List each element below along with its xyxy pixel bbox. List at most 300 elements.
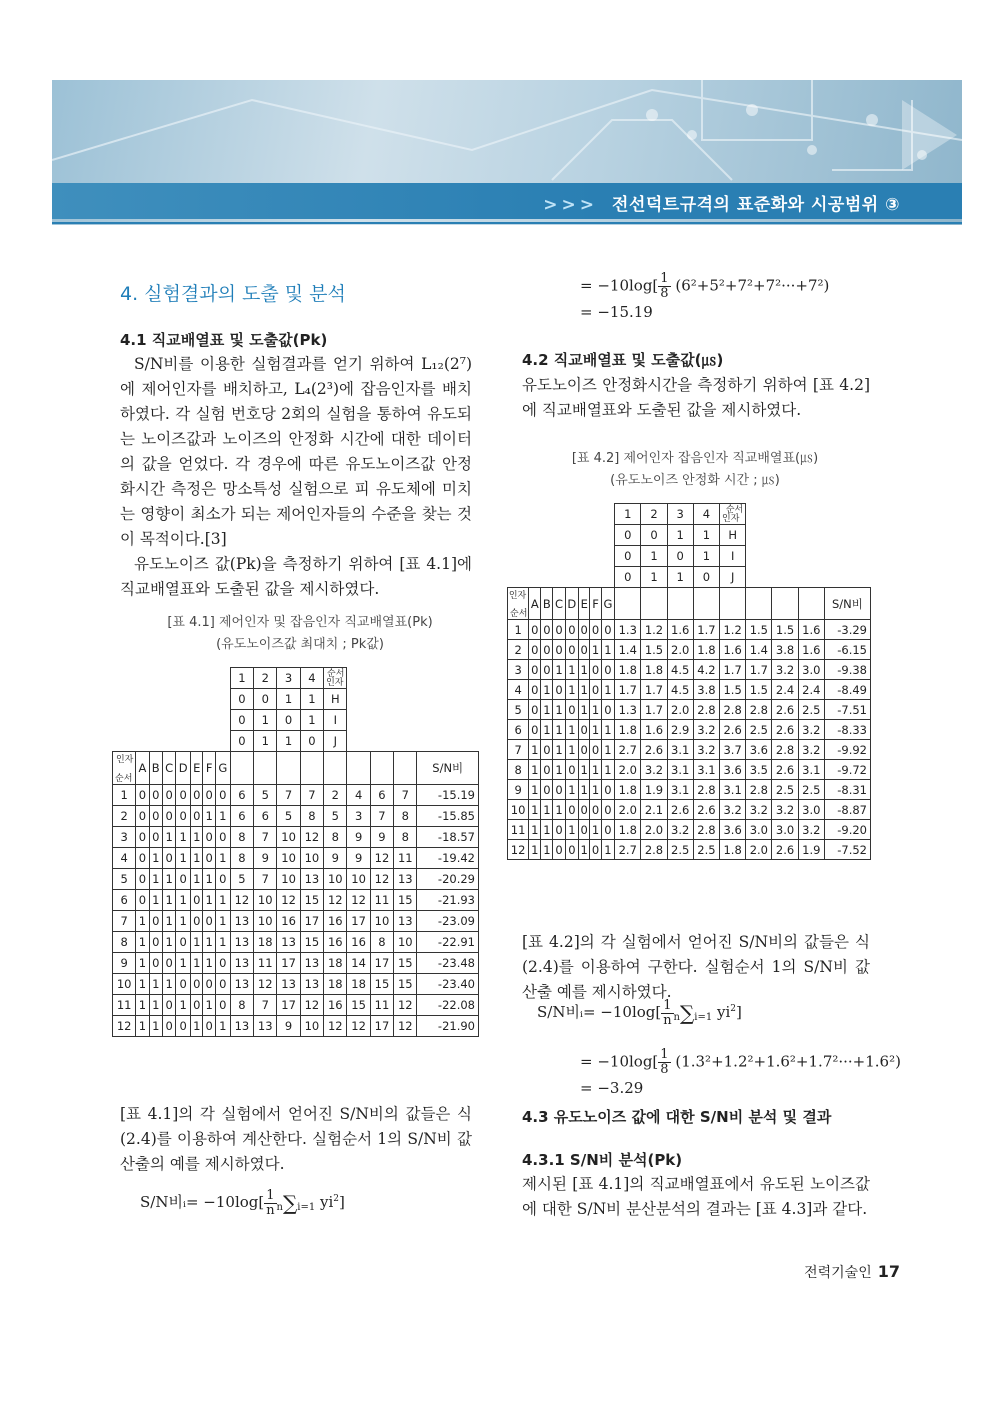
factor-col-header: F bbox=[590, 588, 601, 620]
table-cell: 2.0 bbox=[667, 640, 693, 660]
table-cell: 0 bbox=[176, 869, 191, 890]
table-cell: 1.7 bbox=[615, 680, 641, 700]
header-arrows: >>> bbox=[543, 195, 599, 215]
table-cell: 0 bbox=[215, 974, 230, 995]
table-cell: 1.9 bbox=[798, 840, 824, 860]
table-cell: 3.8 bbox=[693, 680, 719, 700]
blank-header-cell bbox=[720, 588, 746, 620]
sn-value: -8.33 bbox=[824, 720, 870, 740]
table-cell: 12 bbox=[347, 1016, 370, 1037]
table-cell: 1 bbox=[590, 640, 601, 660]
table-cell: 16 bbox=[324, 995, 347, 1016]
table-cell: 2.1 bbox=[641, 800, 667, 820]
table-cell: 3.2 bbox=[667, 820, 693, 840]
table-cell: 0 bbox=[553, 820, 565, 840]
table-cell: 2.5 bbox=[772, 780, 798, 800]
table-cell: 0 bbox=[191, 995, 203, 1016]
table-cell: 0 bbox=[176, 806, 191, 827]
corner-right-label: 인자 bbox=[326, 678, 344, 688]
equation-sn-table2: S/N비ᵢ= −10log[ $\frac{1}{n}$ n∑i=1 $yi^2$] bbox=[537, 997, 742, 1028]
factor-corner-cell bbox=[508, 588, 529, 620]
table-cell: 1 bbox=[215, 848, 230, 869]
table-cell: 3.0 bbox=[798, 800, 824, 820]
factor-col-header: E bbox=[579, 588, 590, 620]
table-cell: 1 bbox=[176, 890, 191, 911]
blank-header-cell bbox=[277, 752, 300, 785]
noise-corner-cell bbox=[720, 504, 746, 525]
table-cell: 1 bbox=[215, 932, 230, 953]
table-cell: 0 bbox=[590, 840, 601, 860]
noise-level-cell: 0 bbox=[641, 525, 667, 546]
table-cell: 1 bbox=[176, 995, 191, 1016]
table-cell: 1 bbox=[541, 820, 553, 840]
run-number: 3 bbox=[508, 660, 529, 680]
table-cell: 13 bbox=[230, 932, 253, 953]
table-cell: 12 bbox=[394, 1016, 417, 1037]
table-cell: 18 bbox=[254, 932, 277, 953]
table-cell: 1 bbox=[565, 660, 578, 680]
table-cell: 6 bbox=[230, 785, 253, 806]
table-cell: 1 bbox=[203, 995, 215, 1016]
table-cell: 0 bbox=[541, 660, 553, 680]
table-row bbox=[508, 760, 871, 780]
table-cell: 1 bbox=[149, 848, 162, 869]
table-row bbox=[508, 660, 871, 680]
table-cell: 0 bbox=[579, 640, 590, 660]
table-cell: 0 bbox=[149, 953, 162, 974]
sn-value: -7.52 bbox=[824, 840, 870, 860]
noise-level-cell: 1 bbox=[693, 525, 719, 546]
eq1-lhs: S/N비ᵢ= −10log[ bbox=[140, 1193, 265, 1211]
table-cell: 0 bbox=[176, 974, 191, 995]
table-cell: 1.7 bbox=[720, 660, 746, 680]
table-cell: 0 bbox=[162, 848, 175, 869]
table-cell: 3.1 bbox=[720, 780, 746, 800]
table-cell: 8 bbox=[230, 848, 253, 869]
table-cell: 1 bbox=[565, 740, 578, 760]
table-cell: 1 bbox=[553, 700, 565, 720]
table-cell: 5 bbox=[254, 785, 277, 806]
table-cell: 1 bbox=[136, 953, 149, 974]
run-number: 5 bbox=[113, 869, 136, 890]
table-cell: 0 bbox=[162, 806, 175, 827]
table-cell: 12 bbox=[370, 869, 393, 890]
table-row bbox=[113, 869, 479, 890]
table-cell: 0 bbox=[149, 806, 162, 827]
table2-subcaption: (유도노이즈 안정화 시간 ; ㎲) bbox=[610, 473, 780, 488]
table-cell: 17 bbox=[370, 1016, 393, 1037]
page-number: 17 bbox=[877, 1262, 900, 1281]
table-cell: 3.6 bbox=[746, 740, 772, 760]
run-number: 11 bbox=[113, 995, 136, 1016]
noise-level-cell: 0 bbox=[230, 731, 253, 752]
table-cell: 11 bbox=[254, 953, 277, 974]
factor-col-header: A bbox=[136, 752, 149, 785]
table-cell: 9 bbox=[324, 848, 347, 869]
table-cell: 8 bbox=[230, 995, 253, 1016]
table-cell: 1 bbox=[215, 806, 230, 827]
empty-cell bbox=[113, 668, 231, 689]
noise-level-cell: 0 bbox=[230, 689, 253, 710]
eq2-result: = −3.29 bbox=[580, 1079, 644, 1097]
table-cell: 1.2 bbox=[641, 620, 667, 640]
blank-header-cell bbox=[667, 588, 693, 620]
table-cell: 13 bbox=[230, 953, 253, 974]
table-cell: 7 bbox=[254, 827, 277, 848]
table-cell: 0 bbox=[176, 785, 191, 806]
table-cell: 1.3 bbox=[615, 700, 641, 720]
table-cell: 1 bbox=[136, 911, 149, 932]
table-row bbox=[508, 620, 871, 640]
table-cell: 0 bbox=[529, 680, 541, 700]
table-cell: 17 bbox=[277, 995, 300, 1016]
table-cell: 7 bbox=[394, 785, 417, 806]
table-cell: 0 bbox=[565, 760, 578, 780]
table-cell: 7 bbox=[254, 995, 277, 1016]
table-cell: 3.5 bbox=[746, 760, 772, 780]
table-cell: 0 bbox=[136, 806, 149, 827]
paragraph-4-2-after: [표 4.2]의 각 실험에서 얻어진 S/N비의 값들은 식 (2.4)를 이용하여 구한다. 실험순서 1의 S/N비 값 산출 예를 제시하였다. bbox=[522, 933, 870, 1001]
table-cell: 2.8 bbox=[693, 820, 719, 840]
table-cell: 1 bbox=[601, 740, 614, 760]
table-cell: 0 bbox=[601, 620, 614, 640]
table-cell: 1.8 bbox=[615, 720, 641, 740]
table-cell: 1 bbox=[176, 848, 191, 869]
paragraph-4-1-b: 유도노이즈 값(Pk)을 측정하기 위하여 [표 4.1]에 직교배열표와 도출된 값을 제시하였다. bbox=[120, 555, 472, 598]
table-cell: 3.7 bbox=[720, 740, 746, 760]
eq1-fraction: $\frac{1}{n}$ bbox=[266, 1187, 275, 1218]
table-cell: 1 bbox=[529, 820, 541, 840]
table-cell: 0 bbox=[529, 640, 541, 660]
run-number: 2 bbox=[508, 640, 529, 660]
table-cell: 1 bbox=[191, 1016, 203, 1037]
eq1-result: = −15.19 bbox=[580, 303, 653, 321]
run-number: 12 bbox=[508, 840, 529, 860]
table-cell: 0 bbox=[601, 800, 614, 820]
table-cell: 0 bbox=[136, 848, 149, 869]
table-cell: 2.6 bbox=[772, 840, 798, 860]
table-cell: 3.1 bbox=[667, 740, 693, 760]
corner-top-label: 순서 bbox=[510, 609, 528, 619]
table-cell: 1 bbox=[579, 660, 590, 680]
table-cell: 2.8 bbox=[746, 700, 772, 720]
table-cell: 0 bbox=[162, 1016, 175, 1037]
table-cell: 1 bbox=[191, 848, 203, 869]
sn-value: -19.42 bbox=[417, 848, 479, 869]
table-cell: 0 bbox=[553, 840, 565, 860]
empty-cell bbox=[508, 504, 615, 525]
table-cell: 18 bbox=[324, 974, 347, 995]
table1-caption: [표 4.1] 제어인자 및 잡음인자 직교배열표(Pk) bbox=[167, 615, 433, 630]
table-cell: 1 bbox=[203, 953, 215, 974]
blank-header-cell bbox=[254, 752, 277, 785]
table-cell: 2.6 bbox=[772, 720, 798, 740]
table-cell: 7 bbox=[370, 806, 393, 827]
table-row bbox=[113, 806, 479, 827]
table-cell: 9 bbox=[347, 827, 370, 848]
table-cell: 10 bbox=[254, 890, 277, 911]
run-number: 7 bbox=[508, 740, 529, 760]
table-cell: 0 bbox=[590, 740, 601, 760]
table-cell: 1.7 bbox=[641, 680, 667, 700]
section-title: 4. 실험결과의 도출 및 분석 bbox=[120, 283, 346, 305]
sn-value: -7.51 bbox=[824, 700, 870, 720]
table-cell: 1 bbox=[162, 869, 175, 890]
table-cell: 3.8 bbox=[772, 640, 798, 660]
table-cell: 4.5 bbox=[667, 660, 693, 680]
factor-col-header: D bbox=[565, 588, 578, 620]
sn-value: -18.57 bbox=[417, 827, 479, 848]
table-cell: 0 bbox=[553, 620, 565, 640]
table-row bbox=[508, 780, 871, 800]
table-cell: 15 bbox=[347, 995, 370, 1016]
table-cell: 1 bbox=[541, 680, 553, 700]
table-cell: 1.6 bbox=[667, 620, 693, 640]
empty-cell bbox=[508, 567, 615, 588]
factor-col-header: G bbox=[601, 588, 614, 620]
table-row bbox=[508, 820, 871, 840]
table-cell: 7 bbox=[300, 785, 323, 806]
table-cell: 0 bbox=[191, 974, 203, 995]
corner-top-label: 순서 bbox=[115, 774, 133, 784]
table-cell: 3.2 bbox=[746, 800, 772, 820]
table-cell: 1 bbox=[529, 780, 541, 800]
table-cell: 1 bbox=[541, 800, 553, 820]
table-cell: 1 bbox=[601, 640, 614, 660]
factor-col-header: B bbox=[149, 752, 162, 785]
corner-top-label: 순서 bbox=[725, 505, 744, 515]
table-cell: 13 bbox=[230, 974, 253, 995]
table-cell: 1 bbox=[601, 720, 614, 740]
table1-subcaption: (유도노이즈값 최대치 ; Pk값) bbox=[216, 637, 384, 652]
table-cell: 1 bbox=[203, 932, 215, 953]
factor-col-header: C bbox=[162, 752, 175, 785]
table-cell: 1.8 bbox=[641, 660, 667, 680]
table-cell: 4.2 bbox=[693, 660, 719, 680]
table-cell: 12 bbox=[277, 890, 300, 911]
table-cell: 1 bbox=[553, 740, 565, 760]
table-cell: 1 bbox=[601, 840, 614, 860]
table-cell: 1.3 bbox=[615, 620, 641, 640]
table-cell: 2.5 bbox=[798, 780, 824, 800]
table-cell: 0 bbox=[529, 720, 541, 740]
table-cell: 0 bbox=[541, 740, 553, 760]
table-row bbox=[113, 785, 479, 806]
table-cell: 1 bbox=[176, 953, 191, 974]
table-cell: 0 bbox=[136, 785, 149, 806]
subsection-4-3-title: 4.3 유도노이즈 값에 대한 S/N비 분석 및 결과 bbox=[522, 1108, 832, 1126]
table-cell: 1 bbox=[541, 840, 553, 860]
table-cell: 1.6 bbox=[798, 620, 824, 640]
factor-col-header: A bbox=[529, 588, 541, 620]
table-cell: 1 bbox=[162, 911, 175, 932]
table-cell: 17 bbox=[347, 911, 370, 932]
table-cell: 2.7 bbox=[615, 740, 641, 760]
blank-header-cell bbox=[300, 752, 323, 785]
table-cell: 2.0 bbox=[746, 840, 772, 860]
table-cell: 1 bbox=[136, 932, 149, 953]
table-cell: 0 bbox=[149, 911, 162, 932]
table-cell: 2.5 bbox=[667, 840, 693, 860]
noise-level-label: J bbox=[720, 567, 746, 588]
table-cell: 0 bbox=[203, 848, 215, 869]
table-cell: 1 bbox=[191, 932, 203, 953]
table-cell: 14 bbox=[347, 953, 370, 974]
sn-value: -23.40 bbox=[417, 974, 479, 995]
table-cell: 1.2 bbox=[720, 620, 746, 640]
run-number: 10 bbox=[113, 974, 136, 995]
table-cell: 3.0 bbox=[772, 820, 798, 840]
subsection-4-2-title: 4.2 직교배열표 및 도출값(㎲) bbox=[522, 351, 724, 369]
table-cell: 0 bbox=[215, 827, 230, 848]
table-cell: 6 bbox=[230, 806, 253, 827]
table-cell: 1 bbox=[553, 800, 565, 820]
table-cell: 12 bbox=[254, 974, 277, 995]
table2-caption: [표 4.2] 제어인자 잡음인자 직교배열표(㎲) bbox=[571, 451, 819, 466]
factor-col-header: C bbox=[553, 588, 565, 620]
table-cell: 2.6 bbox=[641, 740, 667, 760]
factor-col-header: B bbox=[541, 588, 553, 620]
noise-level-label: I bbox=[720, 546, 746, 567]
table-cell: 2.0 bbox=[641, 820, 667, 840]
table-row bbox=[113, 848, 479, 869]
sn-value: -22.08 bbox=[417, 995, 479, 1016]
table-cell: 0 bbox=[601, 820, 614, 840]
table-cell: 0 bbox=[203, 785, 215, 806]
sn-value: -9.38 bbox=[824, 660, 870, 680]
table-cell: 13 bbox=[230, 1016, 253, 1037]
factor-corner-cell bbox=[113, 752, 136, 785]
table-cell: 3.2 bbox=[798, 720, 824, 740]
table-cell: 1 bbox=[149, 974, 162, 995]
noise-level-cell: 0 bbox=[615, 546, 641, 567]
table-cell: 2 bbox=[324, 785, 347, 806]
table-cell: 15 bbox=[300, 932, 323, 953]
table-cell: 0 bbox=[565, 700, 578, 720]
table-cell: 0 bbox=[590, 660, 601, 680]
table-cell: 2.6 bbox=[667, 800, 693, 820]
table-cell: 2.8 bbox=[772, 740, 798, 760]
table-cell: 1 bbox=[541, 700, 553, 720]
sn-col-header: S/N비 bbox=[824, 588, 870, 620]
table-cell: 8 bbox=[324, 827, 347, 848]
table-cell: 8 bbox=[300, 806, 323, 827]
table-cell: 2.5 bbox=[693, 840, 719, 860]
run-number: 6 bbox=[508, 720, 529, 740]
table-row bbox=[508, 800, 871, 820]
table-cell: 0 bbox=[215, 869, 230, 890]
table-cell: 3.0 bbox=[746, 820, 772, 840]
table-cell: 0 bbox=[191, 785, 203, 806]
paragraph-4-3-1: 제시된 [표 4.1]의 직교배열표에서 유도된 노이즈값에 대한 S/N비 분산분석의 결과는 [표 4.3]과 같다. bbox=[522, 1175, 870, 1218]
noise-col-header: 2 bbox=[254, 668, 277, 689]
noise-col-header: 4 bbox=[300, 668, 323, 689]
table-cell: 10 bbox=[277, 848, 300, 869]
table-cell: 1.5 bbox=[720, 680, 746, 700]
table-cell: 2.5 bbox=[746, 720, 772, 740]
noise-level-cell: 1 bbox=[277, 731, 300, 752]
header-title: 전선덕트규격의 표준화와 시공범위 ③ bbox=[612, 195, 900, 215]
table-cell: 1 bbox=[136, 995, 149, 1016]
table-cell: 0 bbox=[136, 869, 149, 890]
blank-header-cell bbox=[324, 752, 347, 785]
table-cell: 4.5 bbox=[667, 680, 693, 700]
table-cell: 0 bbox=[579, 620, 590, 640]
table-cell: 12 bbox=[324, 890, 347, 911]
table-cell: 17 bbox=[300, 911, 323, 932]
noise-col-header: 3 bbox=[277, 668, 300, 689]
table-cell: 16 bbox=[277, 911, 300, 932]
corner-right-label: 인자 bbox=[508, 591, 527, 601]
noise-level-label: J bbox=[324, 731, 347, 752]
table-cell: 0 bbox=[191, 911, 203, 932]
table-cell: 1.9 bbox=[641, 780, 667, 800]
table-cell: 1.8 bbox=[720, 840, 746, 860]
table-cell: 0 bbox=[541, 620, 553, 640]
factor-col-header: G bbox=[215, 752, 230, 785]
table-cell: 0 bbox=[579, 800, 590, 820]
table-row bbox=[508, 720, 871, 740]
table-cell: 1 bbox=[176, 911, 191, 932]
circuit-pattern-image bbox=[52, 80, 962, 190]
table-cell: 3.1 bbox=[693, 760, 719, 780]
table-cell: 1.4 bbox=[746, 640, 772, 660]
table-cell: 5 bbox=[230, 869, 253, 890]
run-number: 8 bbox=[113, 932, 136, 953]
noise-col-header: 4 bbox=[693, 504, 719, 525]
corner-right-label: 인자 bbox=[722, 514, 740, 524]
run-number: 4 bbox=[508, 680, 529, 700]
table-cell: 1 bbox=[203, 890, 215, 911]
table-cell: 0 bbox=[565, 640, 578, 660]
paragraph-4-1-a: S/N비를 이용한 실험결과를 얻기 위하여 L₁₂(2⁷)에 제어인자를 배치하고, L₄(2³)에 잡음인자를 배치하였다. 각 실험 번호당 2회의 실험을 통하여 유도되는 노이즈값과 노이즈의 안정화 시간에 대한 데이터의 값을 얻었다. 각 경우에 따른 유도노이즈값 안정화시간 측정은 망소특성 실험으로 피 유도체에 미치는 영향이 최소가 되는 제어인자들의 수준을 찾는 것이 목적이다.[3] bbox=[120, 355, 472, 548]
table-cell: 10 bbox=[300, 1016, 323, 1037]
table-cell: 12 bbox=[370, 848, 393, 869]
run-number: 10 bbox=[508, 800, 529, 820]
table-cell: 1 bbox=[579, 780, 590, 800]
table-cell: 1.6 bbox=[798, 640, 824, 660]
table-cell: 1.6 bbox=[720, 640, 746, 660]
run-number: 2 bbox=[113, 806, 136, 827]
table-cell: 0 bbox=[565, 840, 578, 860]
table-cell: 1 bbox=[553, 720, 565, 740]
table-cell: 1 bbox=[601, 760, 614, 780]
table-row bbox=[508, 680, 871, 700]
table-cell: 3.2 bbox=[798, 740, 824, 760]
table-cell: 1 bbox=[529, 800, 541, 820]
noise-level-cell: 1 bbox=[300, 689, 323, 710]
table-cell: 13 bbox=[300, 953, 323, 974]
table-cell: 1 bbox=[553, 660, 565, 680]
table-cell: 1 bbox=[541, 720, 553, 740]
table-cell: 12 bbox=[324, 1016, 347, 1037]
table-cell: 13 bbox=[254, 1016, 277, 1037]
noise-col-header: 2 bbox=[641, 504, 667, 525]
table-cell: 3.1 bbox=[798, 760, 824, 780]
table-cell: 1 bbox=[203, 869, 215, 890]
table-cell: 1 bbox=[529, 840, 541, 860]
corner-top-label: 순서 bbox=[327, 669, 345, 679]
noise-level-cell: 1 bbox=[641, 546, 667, 567]
table-cell: 15 bbox=[370, 974, 393, 995]
table-cell: 11 bbox=[370, 890, 393, 911]
table-cell: 2.4 bbox=[772, 680, 798, 700]
table-cell: 1 bbox=[215, 890, 230, 911]
sn-value: -23.48 bbox=[417, 953, 479, 974]
table-row bbox=[508, 640, 871, 660]
table-row bbox=[508, 840, 871, 860]
table-cell: 12 bbox=[347, 890, 370, 911]
